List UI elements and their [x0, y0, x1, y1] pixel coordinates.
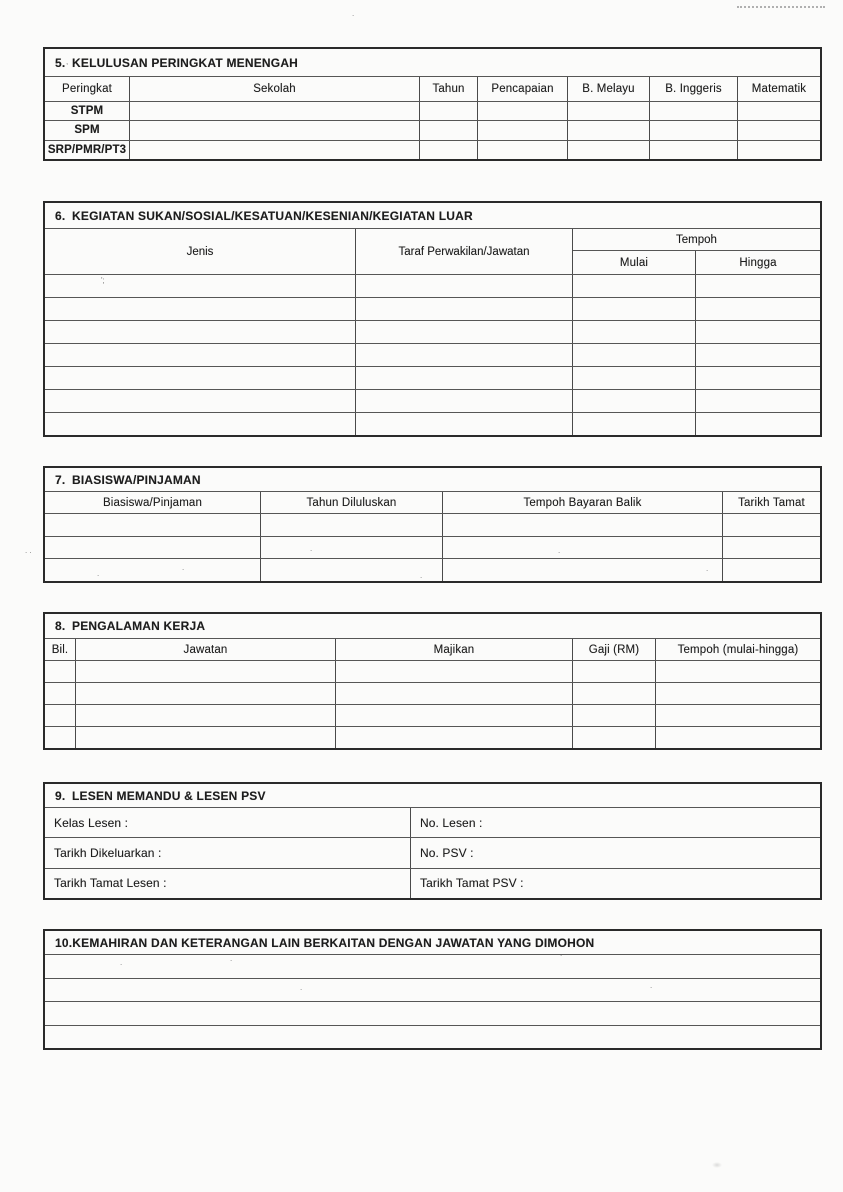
scan-speck: .: [352, 9, 355, 18]
scan-speck: .: [706, 564, 709, 573]
empty-cell: [650, 102, 738, 120]
empty-cell: [45, 559, 261, 581]
column-header-b-inggeris: B. Inggeris: [650, 77, 738, 101]
scan-artifact-dashes: [737, 6, 825, 8]
ruled-line-empty: [45, 1025, 820, 1049]
column-header-jawatan: Jawatan: [76, 639, 336, 660]
empty-cell: [696, 321, 820, 343]
empty-cell: [336, 683, 573, 704]
empty-cell: [573, 390, 696, 412]
empty-cell: [573, 661, 656, 682]
empty-cell: [45, 321, 356, 343]
column-header-b-melayu: B. Melayu: [568, 77, 650, 101]
section-7-title: BIASISWA/PINJAMAN: [72, 472, 201, 487]
empty-cell: [573, 275, 696, 297]
table-row-empty: [45, 682, 820, 704]
scan-speck: .: [300, 983, 303, 992]
empty-cell: [573, 705, 656, 726]
column-header-tarikh-tamat: Tarikh Tamat: [738, 496, 805, 509]
ruled-line-empty: [45, 1001, 820, 1025]
field-label-tarikh-dikeluarkan: Tarikh Dikeluarkan :: [45, 838, 411, 867]
empty-cell: [443, 514, 723, 536]
ruled-line-empty: [45, 978, 820, 1002]
section-9-row-tarikh-dikeluarkan: [45, 837, 820, 867]
table-row-empty: [45, 726, 820, 748]
section-9-heading: [45, 784, 820, 807]
empty-cell: [696, 413, 820, 435]
empty-cell: [656, 661, 820, 682]
empty-cell: [76, 705, 336, 726]
empty-cell: [696, 275, 820, 297]
empty-cell: [723, 559, 820, 581]
section-6-kegiatan: [43, 201, 822, 437]
column-header-mulai: Mulai: [573, 251, 696, 274]
empty-cell: [568, 121, 650, 139]
empty-cell: [356, 321, 573, 343]
column-header-pencapaian: Pencapaian: [478, 77, 568, 101]
empty-cell: [443, 559, 723, 581]
empty-cell: [723, 537, 820, 559]
empty-cell: [650, 121, 738, 139]
empty-cell: [45, 413, 356, 435]
column-header-hingga: Hingga: [739, 256, 777, 269]
scan-speck: .: [97, 569, 100, 578]
column-header-tempoh-mulai-hingga: Tempoh (mulai-hingga): [677, 643, 799, 656]
empty-cell: [723, 514, 820, 536]
empty-cell: [76, 661, 336, 682]
scan-speck: .: [650, 981, 653, 990]
empty-cell: [45, 514, 261, 536]
empty-cell: [420, 121, 478, 139]
empty-cell: [573, 413, 696, 435]
section-7-header-row: [45, 491, 820, 513]
column-header-tahun-diluluskan: Tahun Diluluskan: [261, 492, 443, 513]
section-10-body: [45, 949, 820, 1048]
section-7-number: 7.: [55, 472, 66, 487]
section-10-kemahiran: [43, 929, 822, 1050]
empty-cell: [130, 102, 420, 120]
scan-speck: .: [310, 544, 313, 553]
empty-cell: [356, 390, 573, 412]
empty-cell: [573, 683, 656, 704]
empty-cell: [696, 367, 820, 389]
column-header-jenis: Jenis: [45, 229, 356, 274]
scan-speck: .: [560, 949, 563, 958]
section-5-title: KELULUSAN PERINGKAT MENENGAH: [72, 55, 299, 70]
section-8-heading: [45, 614, 820, 638]
empty-cell: [336, 661, 573, 682]
column-header-bil: Bil.: [45, 639, 76, 660]
empty-cell: [656, 683, 820, 704]
empty-cell: [45, 344, 356, 366]
empty-cell: [130, 121, 420, 139]
table-row-empty: [45, 366, 820, 389]
section-6-header-row: [45, 228, 820, 274]
table-row-spm: [45, 120, 820, 139]
empty-cell: [568, 102, 650, 120]
empty-cell: [696, 298, 820, 320]
scan-speck: .: [182, 563, 185, 572]
empty-cell: [45, 367, 356, 389]
field-label-kelas-lesen: Kelas Lesen :: [45, 808, 411, 837]
empty-cell: [573, 367, 696, 389]
section-6-body: [45, 274, 820, 435]
column-header-tempoh: Tempoh: [573, 229, 820, 251]
table-row-empty: [45, 320, 820, 343]
empty-cell: [573, 727, 656, 748]
empty-cell: [696, 390, 820, 412]
section-6-title: KEGIATAN SUKAN/SOSIAL/KESATUAN/KESENIAN/KEGIATAN LUAR: [72, 208, 473, 223]
column-header-tahun: Tahun: [420, 77, 478, 101]
empty-cell: [130, 141, 420, 159]
section-8-pengalaman-kerja: [43, 612, 822, 750]
empty-cell: [420, 141, 478, 159]
section-9-row-kelas-lesen: [45, 807, 820, 837]
empty-cell: [261, 537, 443, 559]
scan-speck: .: [558, 546, 561, 555]
empty-cell: [336, 705, 573, 726]
section-5-heading: [45, 49, 820, 76]
section-10-title: KEMAHIRAN DAN KETERANGAN LAIN BERKAITAN DENGAN JAWATAN YANG DIMOHON: [72, 935, 595, 950]
empty-cell: [356, 413, 573, 435]
empty-cell: [738, 102, 820, 120]
empty-cell: [356, 367, 573, 389]
table-row-srp-pmr-pt3: [45, 140, 820, 159]
empty-cell: [336, 727, 573, 748]
empty-cell: [573, 298, 696, 320]
scan-speck: ,: [66, 57, 69, 66]
empty-cell: [420, 102, 478, 120]
section-10-heading: [45, 931, 820, 958]
column-header-biasiswa-pinjaman: Biasiswa/Pinjaman: [45, 492, 261, 513]
empty-cell: [45, 661, 76, 682]
section-5-body: [45, 101, 820, 159]
empty-cell: [738, 141, 820, 159]
empty-cell: [76, 683, 336, 704]
table-row-empty: [45, 412, 820, 435]
empty-cell: [568, 141, 650, 159]
section-8-header-row: [45, 638, 820, 660]
field-label-no-psv: No. PSV :: [420, 845, 474, 860]
table-row-empty: [45, 704, 820, 726]
section-7-body: [45, 513, 820, 581]
empty-cell: [261, 559, 443, 581]
section-6-number: 6.: [55, 208, 66, 223]
empty-cell: [650, 141, 738, 159]
table-row-empty: [45, 389, 820, 412]
empty-cell: [478, 102, 568, 120]
field-label-tarikh-tamat-lesen: Tarikh Tamat Lesen :: [45, 869, 411, 898]
empty-cell: [656, 705, 820, 726]
empty-cell: [696, 344, 820, 366]
empty-cell: [573, 321, 696, 343]
empty-cell: [45, 275, 356, 297]
section-5-header-row: [45, 76, 820, 101]
section-9-number: 9.: [55, 788, 66, 803]
table-row-empty: [45, 536, 820, 559]
column-header-gaji-rm: Gaji (RM): [573, 639, 656, 660]
empty-cell: [478, 121, 568, 139]
empty-cell: [45, 298, 356, 320]
column-header-peringkat: Peringkat: [45, 77, 130, 101]
table-row-empty: [45, 343, 820, 366]
column-group-tempoh: [573, 229, 820, 274]
empty-cell: [45, 390, 356, 412]
table-row-empty: [45, 274, 820, 297]
ruled-line-empty: [45, 949, 820, 978]
empty-cell: [356, 275, 573, 297]
empty-cell: [738, 121, 820, 139]
field-label-tarikh-tamat-psv: Tarikh Tamat PSV :: [420, 876, 524, 891]
section-6-heading: [45, 203, 820, 228]
table-row-empty: [45, 660, 820, 682]
row-label-srp-pmr-pt3: SRP/PMR/PT3: [45, 141, 130, 159]
empty-cell: [356, 298, 573, 320]
empty-cell: [45, 705, 76, 726]
empty-cell: [76, 727, 336, 748]
column-header-majikan: Majikan: [336, 639, 573, 660]
scan-speck: .: [420, 571, 423, 580]
empty-cell: [261, 514, 443, 536]
section-10-number: 10.: [55, 935, 73, 950]
empty-cell: [45, 537, 261, 559]
section-9-row-tarikh-tamat: [45, 868, 820, 898]
scan-speck: .: [120, 958, 123, 967]
row-label-spm: SPM: [45, 121, 130, 139]
table-row-empty: [45, 513, 820, 536]
column-header-taraf-perwakilan-jawatan: Taraf Perwakilan/Jawatan: [356, 229, 573, 274]
section-8-body: [45, 660, 820, 748]
section-8-title: PENGALAMAN KERJA: [72, 619, 206, 633]
table-row-empty: [45, 297, 820, 320]
section-5-kelulusan-peringkat-menengah: [43, 47, 822, 161]
scan-speck: .: [230, 954, 233, 963]
empty-cell: [656, 727, 820, 748]
section-9-title: LESEN MEMANDU & LESEN PSV: [72, 788, 266, 803]
section-8-number: 8.: [55, 619, 66, 633]
empty-cell: [45, 727, 76, 748]
section-7-heading: [45, 468, 820, 491]
column-header-matematik: Matematik: [751, 83, 807, 95]
empty-cell: [45, 683, 76, 704]
row-label-stpm: STPM: [45, 102, 130, 120]
empty-cell: [573, 344, 696, 366]
empty-cell: [443, 537, 723, 559]
scan-speck: . .: [25, 546, 32, 555]
scan-speck: ';: [101, 276, 105, 285]
section-9-lesen-memandu: [43, 782, 822, 900]
table-row-stpm: [45, 101, 820, 120]
empty-cell: [356, 344, 573, 366]
field-label-no-lesen: No. Lesen :: [420, 815, 483, 830]
column-header-tempoh-bayaran-balik: Tempoh Bayaran Balik: [443, 492, 723, 513]
table-row-empty: [45, 558, 820, 581]
empty-cell: [478, 141, 568, 159]
section-7-biasiswa-pinjaman: [43, 466, 822, 583]
column-header-sekolah: Sekolah: [130, 77, 420, 101]
scan-smudge: [712, 1162, 722, 1168]
section-5-number: 5.: [55, 55, 66, 70]
